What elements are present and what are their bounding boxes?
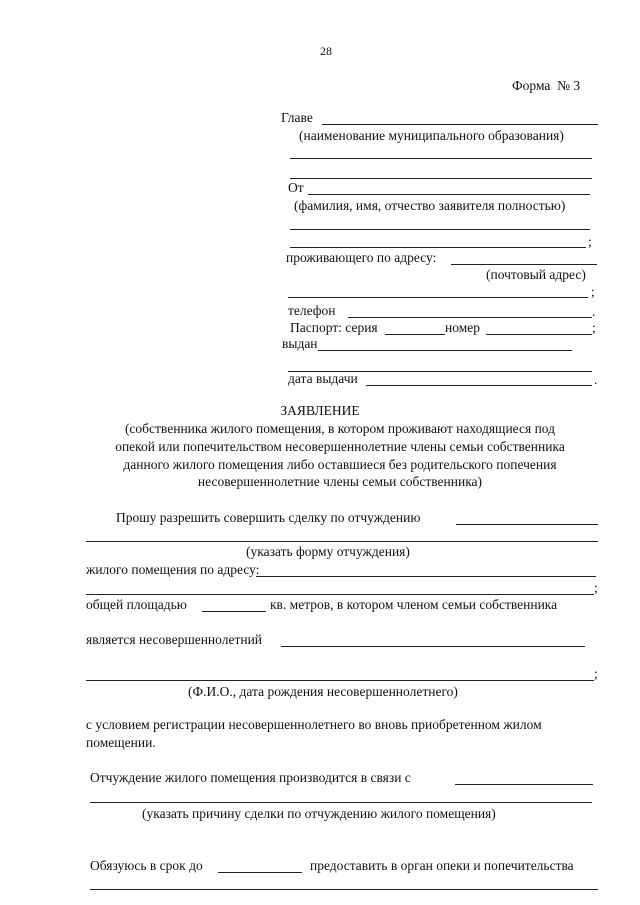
minor-field[interactable] (281, 646, 585, 647)
obligation-label: Обязуюсь в срок до (90, 858, 203, 873)
premises-address-field-line-2[interactable] (86, 594, 594, 595)
issue-date-field[interactable] (366, 385, 592, 386)
alienation-form-field[interactable] (456, 524, 598, 525)
reason-label: Отчуждение жилого помещения производится в связи с (90, 770, 411, 785)
phone-label: телефон (288, 303, 336, 318)
address-field-line-2[interactable] (288, 297, 588, 298)
from-field-line-2[interactable] (290, 229, 590, 230)
issued-field[interactable] (318, 350, 572, 351)
form-label (512, 78, 580, 94)
from-field-line-3[interactable] (290, 247, 586, 248)
obligation-tail: предоставить в орган опеки и попечительства (310, 858, 574, 873)
title-sub-4: несовершеннолетние члены семьи собственника) (197, 474, 483, 489)
area-tail: кв. метров, в котором членом семьи собственника (270, 597, 558, 612)
document-title: ЗАЯВЛЕНИЕ (280, 403, 360, 418)
dot-1: . (592, 304, 596, 319)
semicolon-4: ; (594, 580, 598, 595)
title-sub-1: (собственника жилого помещения, в котором проживают находящиеся под (124, 421, 556, 436)
page-number: 28 (320, 44, 332, 58)
to-field-line-3[interactable] (290, 178, 592, 179)
form-number: № 3 (557, 78, 581, 93)
address-field[interactable] (451, 264, 597, 265)
passport-series-field[interactable] (385, 334, 445, 335)
premises-address-field[interactable] (256, 576, 596, 577)
from-hint: (фамилия, имя, отчество заявителя полностью) (294, 198, 566, 213)
area-label: общей площадью (86, 597, 187, 612)
number-label: номер (445, 320, 481, 335)
semicolon-3: ; (592, 320, 596, 335)
to-field-line-2[interactable] (290, 158, 592, 159)
passport-number-field[interactable] (486, 334, 592, 335)
obligation-field-line-2[interactable] (90, 889, 598, 890)
title-sub-3: данного жилого помещения либо оставшиеся без родительского попечения (123, 457, 557, 472)
alienation-form-hint: (указать форму отчуждения) (246, 544, 410, 559)
condition-line-2: помещении. (86, 735, 156, 750)
from-field[interactable] (308, 194, 590, 195)
residing-label: проживающего по адресу: (286, 250, 437, 265)
deadline-field[interactable] (218, 872, 302, 873)
address-hint: (почтовый адрес) (486, 267, 586, 282)
reason-field-line-2[interactable] (90, 802, 592, 803)
reason-field[interactable] (455, 784, 593, 785)
request-text: Прошу разрешить совершить сделку по отчуждению (116, 510, 421, 525)
alienation-form-field-line-2[interactable] (86, 541, 598, 542)
premises-address-label: жилого помещения по адресу: (86, 562, 260, 577)
issued-label: выдан (282, 336, 318, 351)
minor-label: является несовершеннолетний (86, 632, 263, 647)
phone-field[interactable] (348, 317, 592, 318)
form-label-text: Форма (512, 78, 551, 93)
reason-hint: (указать причину сделки по отчуждению жилого помещения) (142, 806, 496, 821)
semicolon-5: ; (594, 666, 598, 681)
title-sub-2: опекой или попечительством несовершеннолетние члены семьи собственника (115, 439, 565, 454)
semicolon-2: ; (591, 284, 595, 299)
minor-field-line-2[interactable] (86, 680, 594, 681)
to-field[interactable] (322, 124, 598, 125)
to-hint: (наименование муниципального образования) (299, 128, 564, 143)
minor-hint: (Ф.И.О., дата рождения несовершеннолетнего) (188, 684, 458, 699)
to-label: Главе (281, 110, 313, 125)
semicolon-1: ; (588, 234, 592, 249)
issue-date-label: дата выдачи (288, 371, 358, 386)
area-field[interactable] (202, 611, 266, 612)
passport-label: Паспорт: серия (290, 320, 378, 335)
from-label: От (288, 180, 304, 195)
condition-line-1: с условием регистрации несовершеннолетнего во вновь приобретенном жилом (86, 717, 542, 732)
dot-2: . (594, 372, 598, 387)
